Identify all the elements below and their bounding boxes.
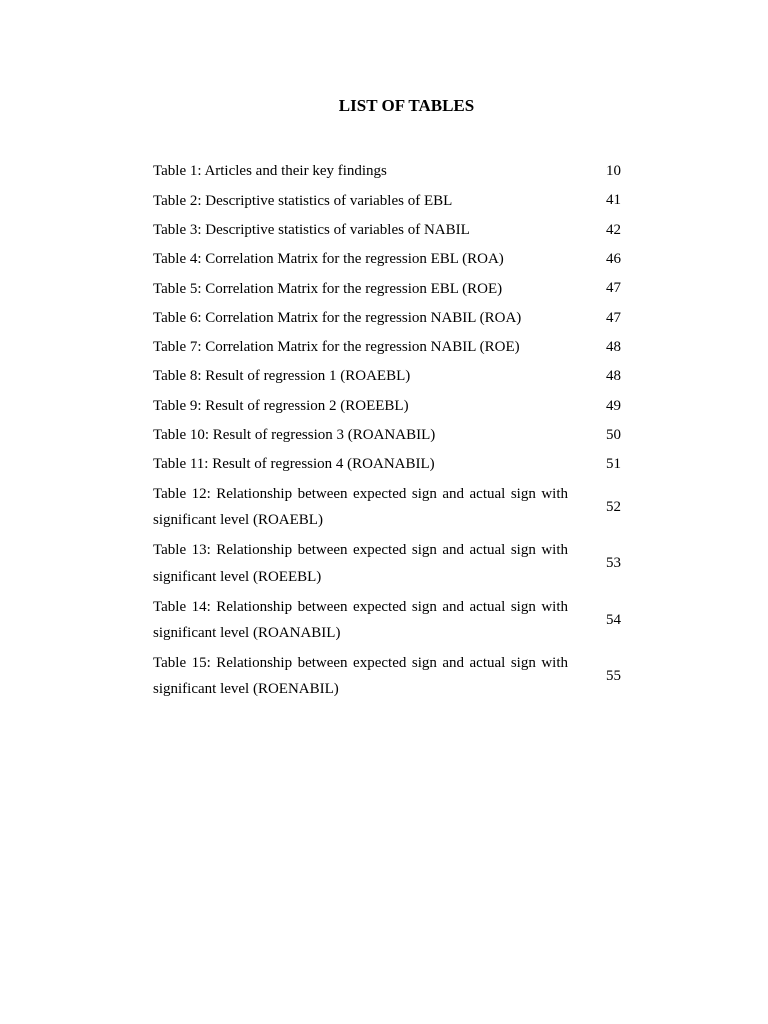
list-item[interactable] <box>153 216 621 245</box>
list-item[interactable] <box>153 479 621 535</box>
entry-page-number: 46 <box>606 251 621 268</box>
entry-page-number: 52 <box>606 498 621 515</box>
entry-page-number: 54 <box>606 611 621 628</box>
entry-title: Table 15: Relationship between expected sign and actual sign with significant level (ROENABIL) <box>153 654 568 698</box>
list-item[interactable] <box>153 592 621 648</box>
entry-title: Table 9: Result of regression 2 (ROEEBL) <box>153 397 409 414</box>
list-item[interactable] <box>153 362 621 391</box>
entry-page-number: 10 <box>606 163 621 180</box>
entry-title: Table 11: Result of regression 4 (ROANABIL) <box>153 456 435 473</box>
entry-title: Table 3: Descriptive statistics of variables of NABIL <box>153 221 470 238</box>
entry-page-number: 48 <box>606 368 621 385</box>
list-item[interactable] <box>153 245 621 274</box>
entry-title: Table 14: Relationship between expected sign and actual sign with significant level (ROANABIL) <box>153 598 568 641</box>
entry-page-number: 42 <box>606 221 621 238</box>
list-item[interactable] <box>153 450 621 479</box>
entry-title: Table 4: Correlation Matrix for the regression EBL (ROA) <box>153 251 504 268</box>
entry-title: Table 5: Correlation Matrix for the regression EBL (ROE) <box>153 280 503 297</box>
entry-title: Table 2: Descriptive statistics of variables of EBL <box>153 192 453 209</box>
entry-title: Table 8: Result of regression 1 (ROAEBL) <box>153 368 411 385</box>
entry-page-number: 51 <box>606 456 621 473</box>
table-list <box>153 157 621 704</box>
list-item[interactable] <box>153 391 621 420</box>
entry-title: Table 13: Relationship between expected sign and actual sign with significant level (ROEEBL) <box>153 542 568 585</box>
list-item[interactable] <box>153 421 621 450</box>
entry-page-number: 41 <box>606 192 621 209</box>
entry-title: Table 6: Correlation Matrix for the regression NABIL (ROA) <box>153 309 522 326</box>
entry-title: Table 10: Result of regression 3 (ROANABIL) <box>153 427 436 444</box>
entry-page-number: 53 <box>606 555 621 572</box>
entry-page-number: 47 <box>606 280 621 297</box>
entry-title: Table 12: Relationship between expected sign and actual sign with significant level (ROAEBL) <box>153 485 568 529</box>
entry-title: Table 1: Articles and their key findings <box>153 163 387 180</box>
list-item[interactable] <box>153 536 621 592</box>
entry-page-number: 47 <box>606 309 621 326</box>
page-title: LIST OF TABLES <box>338 96 475 115</box>
entry-page-number: 49 <box>606 397 621 414</box>
list-item[interactable] <box>153 274 621 303</box>
list-item[interactable] <box>153 186 621 215</box>
entry-page-number: 50 <box>606 426 621 443</box>
list-item[interactable] <box>153 303 621 332</box>
list-item[interactable] <box>153 157 621 186</box>
list-item[interactable] <box>153 648 621 704</box>
list-item[interactable] <box>153 333 621 362</box>
entry-page-number: 55 <box>606 667 621 684</box>
entry-page-number: 48 <box>606 338 621 355</box>
entry-title: Table 7: Correlation Matrix for the regression NABIL (ROE) <box>153 339 520 356</box>
